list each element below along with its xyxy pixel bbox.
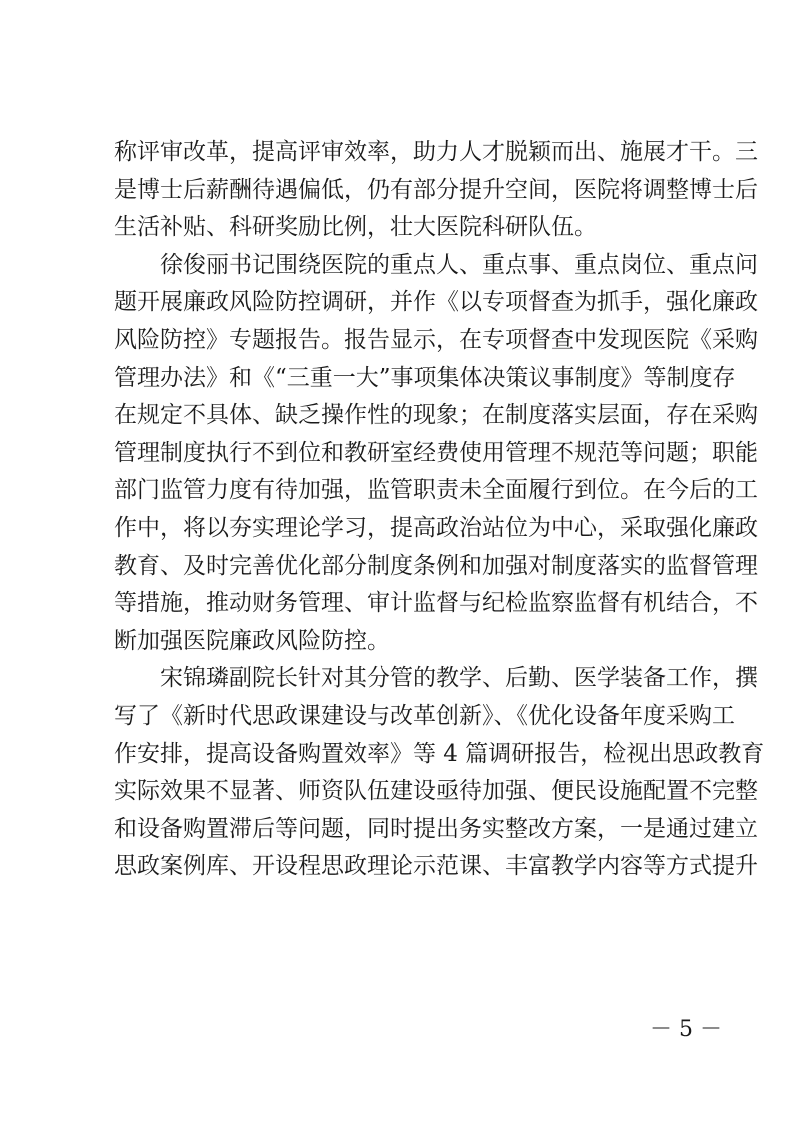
text-line: 称评审改革，提高评审效率，助力人才脱颖而出、施展才干。三: [114, 139, 758, 165]
page-number: － 5 －: [650, 1017, 722, 1042]
text-line: 实际效果不显著、师资队伍建设亟待加强、便民设施配置不完整: [114, 778, 758, 805]
paragraph-start-line: 宋锦璘副院长针对其分管的教学、后勤、医学装备工作，撰: [160, 665, 758, 692]
text-line: 管理制度执行不到位和教研室经费使用管理不规范等问题；职能: [114, 439, 758, 466]
paragraph-start-line: 徐俊丽书记围绕医院的重点人、重点事、重点岗位、重点问: [160, 251, 758, 278]
text-line: 部门监管力度有待加强，监管职责未全面履行到位。在今后的工: [114, 477, 758, 504]
text-line: 是博士后薪酬待遇偏低，仍有部分提升空间，医院将调整博士后: [114, 176, 758, 203]
text-line: 教育、及时完善优化部分制度条例和加强对制度落实的监督管理: [114, 552, 758, 579]
text-line: 作中，将以夯实理论学习，提高政治站位为中心，采取强化廉政: [114, 514, 758, 541]
text-line: 题开展廉政风险防控调研，并作《以专项督查为抓手，强化廉政: [114, 289, 758, 316]
text-line: 风险防控》专题报告。报告显示，在专项督查中发现医院《采购: [114, 326, 758, 353]
text-line: 断加强医院廉政风险防控。: [114, 627, 390, 654]
text-line: 和设备购置滞后等问题，同时提出务实整改方案，一是通过建立: [114, 815, 758, 842]
text-line: 思政案例库、开设程思政理论示范课、丰富教学内容等方式提升: [114, 853, 758, 880]
text-line: 写了《新时代思政课建设与改革创新》、《优化设备年度采购工: [114, 702, 735, 729]
text-line: 管理办法》和《“三重一大”事项集体决策议事制度》等制度存: [114, 364, 736, 391]
text-line: 等措施，推动财务管理、审计监督与纪检监察监督有机结合，不: [114, 590, 758, 617]
text-line: 生活补贴、科研奖励比例，壮大医院科研队伍。: [114, 214, 597, 241]
body-text: [114, 134, 765, 886]
text-line: 作安排，提高设备购置效率》等 4 篇调研报告，检视出思政教育: [114, 740, 765, 767]
text-line: 在规定不具体、缺乏操作性的现象；在制度落实层面，存在采购: [114, 402, 758, 429]
